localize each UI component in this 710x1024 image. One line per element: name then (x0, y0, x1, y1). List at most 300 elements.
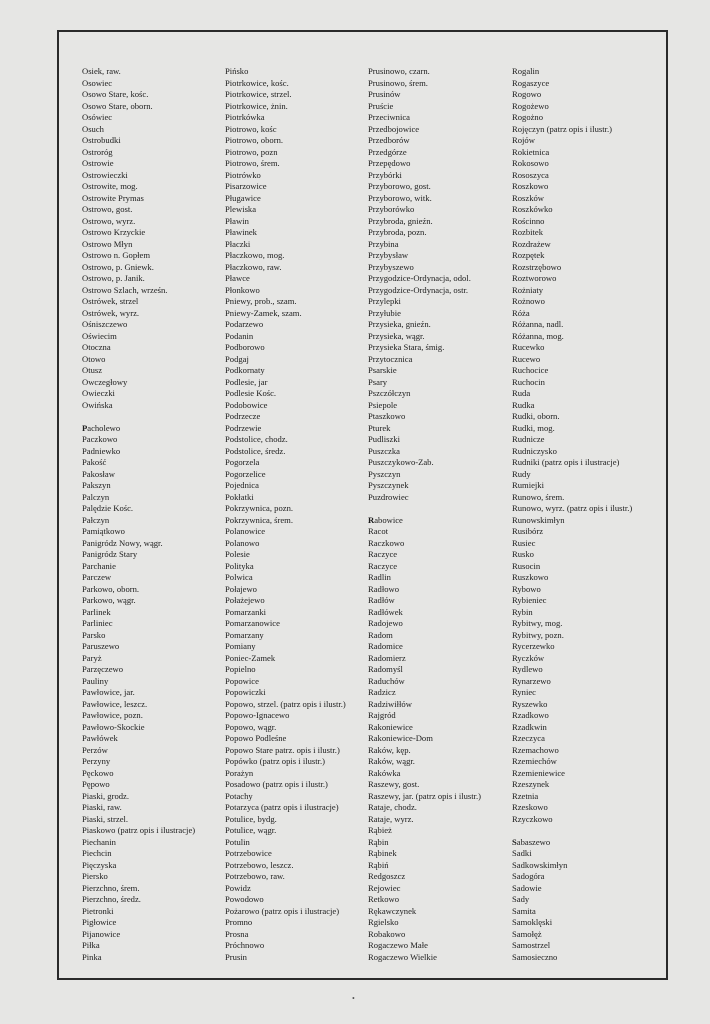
place-entry: Piłka (82, 940, 100, 950)
place-entry: Rożnowo (512, 296, 545, 306)
place-entry: Podlesie Kośc. (225, 388, 277, 398)
place-entry: Ostrowite, mog. (82, 181, 138, 191)
place-entry: Rybitwy, pozn. (512, 629, 564, 640)
place-entry: Redgoszcz (368, 871, 406, 881)
place-entry: Pęckowo (82, 767, 114, 778)
place-entry: Podobowice (225, 399, 268, 410)
place-entry: Połażejewo (225, 595, 265, 605)
place-entry: Piaskowo (patrz opis i ilustracje) (82, 825, 196, 835)
place-entry: Prusinowo, czarn. (368, 66, 430, 76)
place-entry: Osowiec (82, 77, 113, 88)
place-entry: Owińska (82, 399, 113, 410)
place-entry: Piotrkowice, żnin. (225, 100, 288, 111)
place-entry: Piaski, grodz. (82, 790, 130, 801)
place-entry: Puszczykowo-Zab. (368, 457, 434, 467)
place-entry: Rogaszyce (512, 77, 550, 88)
place-entry: Roszkówko (512, 204, 553, 214)
place-entry: Rynarzewo (512, 675, 551, 686)
place-entry: Polesie (225, 549, 250, 559)
place-entry: Popowo Stare patrz. opis i ilustr.) (225, 744, 340, 755)
place-list-column-2 (225, 66, 346, 963)
place-entry: Pietronki (82, 905, 114, 916)
place-entry: Otoczna (82, 342, 111, 352)
place-entry: Piotrkowice, strzel. (225, 89, 292, 99)
place-entry: Pruście (368, 100, 394, 111)
place-entry: Roszkowo (512, 181, 549, 191)
place-entry: Pudliszki (368, 434, 400, 444)
place-entry: Pisarzowice (225, 181, 267, 191)
place-entry: Ruszkowo (512, 572, 549, 582)
place-entry: Pacholewo (82, 422, 121, 433)
place-entry: Raczyce (368, 549, 398, 559)
place-entry: Pomarzany (225, 629, 264, 640)
place-entry: Potrzebowo, leszcz. (225, 859, 294, 870)
place-entry: Runowo, wyrz. (patrz opis i ilustr.) (512, 503, 633, 513)
place-entry: Ostrowie (82, 158, 114, 168)
place-entry: Potulin (225, 836, 250, 847)
place-entry: Piotrówko (225, 169, 261, 180)
place-entry: Rucewko (512, 342, 545, 352)
place-entry: Polanowo (225, 537, 260, 548)
place-entry: Rokosowo (512, 158, 549, 168)
place-entry: Rościnno (512, 215, 545, 226)
place-entry: Rożniaty (512, 284, 544, 295)
place-entry: Rzeszynek (512, 779, 550, 789)
place-entry: Rąbież (368, 825, 392, 835)
place-entry: Posadowo (patrz opis i ilustr.) (225, 779, 328, 789)
place-entry: Popowo, wągr. (225, 721, 277, 732)
place-entry: Padniewko (82, 445, 121, 456)
place-entry: Pniewy, prob., szam. (225, 296, 297, 306)
place-entry: Rzemieniewice (512, 767, 565, 778)
place-entry: Parsko (82, 629, 106, 640)
place-entry: Otowo (82, 353, 106, 364)
place-entry: Rudka (512, 399, 535, 410)
place-entry: Piotrowo, oborn. (225, 135, 284, 145)
place-entry: Pogorzelice (225, 468, 266, 479)
section-gap (512, 825, 632, 837)
place-entry: Rudy (512, 468, 531, 479)
place-entry: Rakówka (368, 767, 401, 778)
place-entry: Rabowice (368, 514, 403, 525)
place-entry: Palędzie Kośc. (82, 503, 134, 513)
place-entry: Potrzebowice (225, 848, 272, 858)
place-entry: Piaski, strzel. (82, 813, 129, 824)
place-entry: Pawłówek (82, 733, 118, 743)
place-entry: Rataje, wyrz. (368, 813, 414, 824)
place-entry: Retkowo (368, 894, 400, 904)
place-entry: Ruchocice (512, 365, 549, 375)
place-entry: Przyborówko (368, 204, 415, 214)
place-entry: Polanowice (225, 526, 266, 536)
place-entry: Rusiec (512, 537, 536, 548)
place-entry: Samosieczno (512, 951, 558, 962)
place-entry: Potulice, wągr. (225, 825, 277, 835)
place-entry: Rakoniewice (368, 721, 413, 732)
place-entry: Pawłowo-Skockie (82, 721, 145, 732)
place-entry: Rzemiechów (512, 756, 557, 766)
place-entry: Potrzebowo, raw. (225, 871, 285, 881)
place-entry: Przeciwnica (368, 112, 410, 122)
place-entry: Runowskimłyn (512, 514, 565, 525)
place-entry: Rybin (512, 606, 533, 617)
place-entry: Rgielsko (368, 917, 399, 927)
place-entry: Piechcin (82, 848, 112, 858)
place-entry: Rzeskowo (512, 802, 548, 812)
place-entry: Płaczkowo, mog. (225, 250, 285, 260)
place-entry: Rososzyca (512, 169, 549, 180)
place-entry: Popowo Podleśne (225, 733, 287, 743)
place-entry: Samołęż (512, 928, 542, 939)
place-entry: Przedborów (368, 135, 410, 145)
place-entry: Sadkowskimłyn (512, 859, 568, 870)
place-entry: Rumiejki (512, 480, 544, 490)
place-entry: Prusinów (368, 89, 401, 99)
place-entry: Sadogóra (512, 871, 545, 881)
place-entry: Ryczków (512, 652, 545, 663)
place-entry: Poniec-Zamek (225, 652, 276, 663)
place-entry: Rejowiec (368, 882, 401, 893)
place-entry: Ostrowieczki (82, 169, 128, 180)
section-gap (368, 503, 481, 515)
place-entry: Radlin (368, 572, 391, 582)
place-entry: Radom (368, 629, 393, 640)
place-entry: Rudniki (patrz opis i ilustracje) (512, 457, 620, 467)
place-entry: Rudniczysko (512, 445, 557, 456)
place-entry: Pierzchno, śrem. (82, 882, 140, 893)
place-entry: Pszczółczyn (368, 388, 411, 398)
place-entry: Panigródz Stary (82, 549, 138, 559)
place-entry: Płaczkowo, raw. (225, 261, 282, 272)
place-entry: Pławce (225, 273, 250, 283)
place-entry: Rzadkowo (512, 710, 549, 720)
place-entry: Pępowo (82, 779, 110, 789)
place-entry: Rogożewo (512, 100, 549, 111)
place-entry: Ostrowo, p. Gniewk. (82, 261, 154, 272)
place-entry: Rudki, oborn. (512, 411, 560, 421)
place-entry: Ostrowo n. Gopłem (82, 250, 151, 260)
place-entry: Raczkowo (368, 537, 405, 548)
place-entry: Raków, wągr. (368, 756, 415, 766)
place-entry: Rycerzewko (512, 641, 555, 651)
place-entry: Rataje, chodz. (368, 802, 417, 812)
place-entry: Podkornaty (225, 365, 265, 375)
place-entry: Ruda (512, 388, 531, 398)
place-entry: Rybowo (512, 583, 541, 594)
place-entry: Ostrowo, wyrz. (82, 215, 136, 226)
place-entry: Parkowo, wągr. (82, 595, 136, 605)
place-entry: Psiepole (368, 399, 398, 410)
place-entry: Pożarowo (patrz opis i ilustracje) (225, 905, 340, 916)
place-entry: Pinka (82, 951, 102, 962)
place-entry: Pławin (225, 215, 249, 226)
place-entry: Ośniszczewo (82, 319, 128, 329)
place-entry: Palczyn (82, 491, 110, 502)
place-entry: Puszczka (368, 445, 400, 456)
place-entry: Podrzewie (225, 422, 262, 433)
place-entry: Osuch (82, 123, 104, 134)
place-entry: Rozstrzębowo (512, 261, 562, 272)
place-entry: Rakoniewice-Dom (368, 733, 433, 743)
place-entry: Raduchów (368, 675, 405, 686)
place-entry: Paruszewo (82, 641, 120, 651)
place-entry: Pawłowice, pozn. (82, 710, 143, 720)
place-entry: Podanin (225, 330, 254, 341)
place-entry: Osówiec (82, 112, 113, 122)
place-entry: Przytocznica (368, 353, 413, 364)
place-entry: Perzyny (82, 756, 111, 766)
place-entry: Przyborowo, witk. (368, 192, 432, 203)
place-entry: Rydlewo (512, 664, 543, 674)
section-gap (82, 411, 195, 423)
place-entry: Oświecim (82, 330, 117, 341)
place-entry: Popówko (patrz opis i ilustr.) (225, 756, 326, 766)
place-entry: Radłówek (368, 606, 403, 617)
place-entry: Połajewo (225, 583, 257, 594)
place-entry: Ostrowo, gost. (82, 204, 133, 214)
place-entry: Paryż (82, 652, 102, 663)
place-list-column-3 (368, 66, 481, 963)
place-entry: Pokłatki (225, 491, 254, 502)
place-entry: Pałczyn (82, 514, 110, 525)
place-entry: Roszków (512, 192, 544, 203)
place-entry: Pamiątkowo (82, 526, 125, 536)
place-entry: Przybysław (368, 250, 409, 260)
place-entry: Raczyce (368, 560, 398, 571)
place-entry: Przedgórze (368, 146, 407, 157)
place-entry: Przysieka, wągr. (368, 330, 425, 341)
place-entry: Przysieka Stara, śmig. (368, 342, 445, 352)
place-entry: Rozbitek (512, 227, 544, 237)
place-entry: Powidz (225, 882, 251, 893)
place-entry: Podborowo (225, 342, 265, 352)
place-entry: Podgaj (225, 353, 249, 364)
place-entry: Promno (225, 917, 253, 927)
place-entry: Pomarzanki (225, 606, 267, 617)
place-entry: Podarzewo (225, 319, 264, 329)
place-entry: Radomice (368, 641, 403, 651)
place-entry: Piechanin (82, 836, 116, 847)
place-entry: Pakszyn (82, 480, 111, 490)
place-entry: Perzów (82, 744, 108, 755)
place-entry: Radomierz (368, 652, 406, 663)
place-entry: Sadki (512, 848, 532, 858)
place-entry: Przybroda, gnieźn. (368, 215, 433, 226)
place-entry: Róża (512, 307, 530, 318)
place-entry: Rybieniec (512, 595, 547, 605)
place-entry: Ostrowo Krzyckie (82, 227, 146, 237)
place-entry: Ruchocin (512, 376, 545, 387)
place-entry: Piotrowo, kośc (225, 123, 277, 134)
place-entry: Osowo Stare, oborn. (82, 100, 153, 111)
place-entry: Przylepki (368, 296, 401, 306)
place-entry: Parliniec (82, 618, 113, 628)
place-entry: Ostrowite Prymas (82, 192, 144, 203)
place-entry: Podstolice, średz. (225, 445, 286, 456)
place-entry: Radzicz (368, 687, 396, 697)
place-entry: Pogorzela (225, 457, 260, 467)
place-entry: Prosna (225, 928, 249, 939)
place-entry: Podrzecze (225, 411, 261, 421)
place-entry: Parlinek (82, 606, 111, 617)
place-entry: Psarskie (368, 365, 397, 375)
place-entry: Piersko (82, 871, 108, 881)
place-entry: Podstolice, chodz. (225, 434, 288, 444)
place-list-column-4 (512, 66, 632, 963)
place-entry: Ryszewko (512, 698, 548, 709)
place-entry: Przepędowo (368, 158, 411, 168)
place-entry: Rzyczkowo (512, 813, 553, 824)
place-entry: Ostrówek, wyrz. (82, 307, 140, 318)
place-entry: Samostrzel (512, 940, 551, 950)
place-entry: Pakość (82, 457, 107, 467)
place-entry: Prusinowo, śrem. (368, 77, 428, 88)
place-entry: Rękawczynek (368, 905, 417, 916)
place-entry: Pigłowice (82, 917, 117, 927)
place-entry: Rudnicze (512, 434, 545, 444)
place-entry: Parczew (82, 572, 112, 582)
place-entry: Pińsko (225, 66, 249, 76)
place-entry: Panigródz Nowy, wągr. (82, 537, 163, 548)
place-entry: Robakowo (368, 928, 406, 939)
place-entry: Pturek (368, 422, 391, 433)
place-entry: Pawłowice, leszcz. (82, 698, 148, 709)
place-entry: Piotrkówka (225, 112, 265, 122)
place-entry: Różanna, mog. (512, 330, 564, 341)
place-entry: Sady (512, 894, 530, 904)
place-entry: Piotrkowice, kośc. (225, 77, 289, 88)
place-entry: Pierzchno, średz. (82, 894, 141, 904)
place-entry: Runowo, śrem. (512, 491, 565, 502)
place-entry: Potachy (225, 790, 253, 801)
place-entry: Piotrowo, śrem. (225, 158, 280, 168)
place-entry: Rogożno (512, 112, 544, 122)
place-entry: Pojednica (225, 480, 259, 490)
place-entry: Pniewy-Zamek, szam. (225, 307, 302, 318)
place-entry: Radojewo (368, 618, 403, 628)
place-entry: Rajgród (368, 710, 396, 720)
place-entry: Radziwiłłów (368, 698, 412, 709)
place-entry: Rzemachowo (512, 744, 559, 755)
place-entry: Rozdrażew (512, 238, 551, 249)
place-entry: Popowice (225, 675, 259, 686)
place-entry: Przygodzice-Ordynacja, odol. (368, 273, 471, 283)
place-entry: Przybroda, pozn. (368, 227, 427, 237)
place-entry: Popowo-Ignacewo (225, 710, 290, 720)
place-entry: Pakosław (82, 468, 115, 479)
place-entry: Rąbin (368, 836, 389, 847)
place-entry: Radłowo (368, 583, 400, 594)
place-entry: Rucewo (512, 353, 541, 364)
place-entry: Przybórki (368, 169, 402, 180)
place-entry: Przybina (368, 238, 399, 249)
place-entry: Radomyśl (368, 664, 403, 674)
place-entry: Ostroróg (82, 146, 113, 157)
place-entry: Potulice, bydg. (225, 813, 277, 824)
place-entry: Ostrobudki (82, 135, 121, 145)
place-entry: Porażyn (225, 767, 254, 778)
place-entry: Pławinek (225, 227, 257, 237)
place-entry: Rojów (512, 135, 535, 145)
place-entry: Pawłowice, jar. (82, 687, 135, 697)
place-entry: Przygodzice-Ordynacja, ostr. (368, 284, 468, 295)
place-entry: Rogalin (512, 66, 540, 76)
place-entry: Rojęczyn (patrz opis i ilustr.) (512, 123, 612, 134)
page-mark: • (352, 994, 355, 1003)
place-entry: Pięczyska (82, 859, 117, 870)
place-entry: Rusocin (512, 560, 541, 571)
place-entry: Sabaszewo (512, 836, 551, 847)
place-entry: Ostrowo Szlach, wrześn. (82, 284, 168, 295)
place-entry: Rogowo (512, 89, 542, 99)
place-entry: Płaczki (225, 238, 251, 249)
place-entry: Rzetnia (512, 790, 539, 801)
place-entry: Piaski, raw. (82, 802, 122, 812)
place-entry: Różanna, nadl. (512, 319, 564, 329)
place-entry: Raszewy, jar. (patrz opis i ilustr.) (368, 790, 482, 801)
place-entry: Samita (512, 905, 536, 916)
place-entry: Owczegłowy (82, 376, 128, 387)
place-entry: Psary (368, 376, 388, 387)
place-entry: Pługawice (225, 192, 261, 203)
place-entry: Pyszczyn (368, 468, 401, 479)
place-entry: Pokrzywnica, śrem. (225, 514, 294, 525)
place-entry: Płonkowo (225, 284, 260, 295)
place-entry: Samoklęski (512, 917, 553, 927)
place-entry: Rąbiń (368, 859, 389, 870)
place-entry: Przyborowo, gost. (368, 181, 431, 191)
place-entry: Ptaszkowo (368, 411, 406, 421)
place-entry: Raszewy, gost. (368, 779, 420, 789)
place-entry: Rogaczewo Małe (368, 940, 428, 950)
place-entry: Rudki, mog. (512, 422, 555, 433)
place-entry: Ostrówek, strzel (82, 296, 139, 306)
place-entry: Osiek, raw. (82, 66, 121, 76)
place-entry: Powodowo (225, 894, 264, 904)
place-entry: Rusibórz (512, 526, 544, 536)
place-entry: Radłów (368, 595, 395, 605)
place-entry: Rybitwy, mog. (512, 618, 563, 628)
place-entry: Paczkowo (82, 434, 118, 444)
place-entry: Ryniec (512, 687, 536, 697)
place-entry: Plewiska (225, 204, 257, 214)
place-entry: Parchanie (82, 560, 116, 571)
place-entry: Przyłubie (368, 307, 401, 318)
place-entry: Rozpętek (512, 250, 545, 260)
place-entry: Pomarzanowice (225, 618, 280, 628)
place-entry: Rogaczewo Wielkie (368, 951, 437, 962)
place-entry: Ostrowo, p. Janik. (82, 273, 145, 283)
place-entry: Roztworowo (512, 273, 557, 283)
place-entry: Osowo Stare, kośc. (82, 89, 149, 99)
place-entry: Raków, kęp. (368, 744, 411, 755)
place-entry: Pijanowice (82, 928, 121, 939)
place-entry: Rokietnica (512, 146, 550, 157)
place-entry: Popielno (225, 664, 256, 674)
place-entry: Przybyszewo (368, 261, 414, 272)
place-entry: Potarzyca (patrz opis i ilustracje) (225, 802, 339, 812)
place-entry: Polityka (225, 560, 254, 571)
place-entry: Polwica (225, 572, 253, 582)
place-list-column-1 (82, 66, 195, 963)
place-entry: Rąbinek (368, 848, 397, 858)
place-entry: Prusin (225, 951, 247, 962)
place-entry: Racot (368, 526, 389, 536)
place-entry: Rzeczyca (512, 733, 545, 743)
place-entry: Przysieka, gnieźn. (368, 319, 431, 329)
place-entry: Puzdrowiec (368, 491, 409, 502)
place-entry: Owieczki (82, 388, 115, 398)
